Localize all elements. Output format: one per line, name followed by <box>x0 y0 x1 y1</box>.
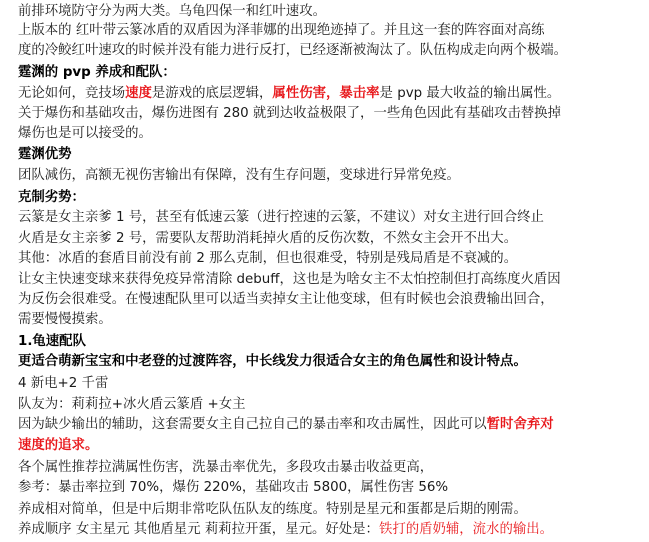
body-text: 养成相对简单，但是中后期非常吃队伍队友的练度。特别是星元和蛋都是后期的刚需。 <box>18 502 527 517</box>
body-text: 度的冷鲛红叶速攻的时候并没有能力进行反打，已经逐渐被淘汰了。队伍构成走向两个极端。 <box>18 43 568 58</box>
body-text: 前排环境防守分为两大类。乌龟四保一和红叶速攻。 <box>18 4 326 19</box>
body-text: 需要慢慢摸索。 <box>18 312 112 327</box>
body-text: 是 pvp 最大收益的输出属性。 <box>379 86 561 101</box>
body-text: 养成顺序 女主星元 其他盾星元 莉莉拉开蛋，星元。好处是： <box>18 522 379 537</box>
highlight-text: 暂时舍弃对 <box>486 417 554 432</box>
text-line <box>18 21 545 41</box>
text-line <box>18 332 86 352</box>
body-text: 队友为：莉莉拉+冰火盾云篆盾 +女主 <box>18 397 246 412</box>
text-line <box>18 436 98 456</box>
text-line <box>18 520 553 540</box>
body-text: 爆伤也是可以接受的。 <box>18 126 152 141</box>
body-text: 上版本的 红叶带云篆冰盾的双盾因为泽菲娜的出现绝迹掉了。并且这一套的阵容面对高练 <box>18 23 545 38</box>
section-heading: 霆渊的 pvp 养成和配队： <box>18 65 176 80</box>
body-text: 因为缺少输出的辅助，这套需要女主自己拉自己的暴击率和攻击属性，因此可以 <box>18 417 487 432</box>
body-text: 各个属性推荐拉满属性伤害，洗暴击率优先，多段攻击暴击收益更高， <box>18 460 434 475</box>
text-line <box>18 41 567 61</box>
text-line <box>18 458 433 478</box>
text-line <box>18 290 554 310</box>
body-text: 为反伤会很难受。在慢速配队里可以适当卖掉女主让他变球，但有时候也会浪费输出回合， <box>18 292 554 307</box>
text-line <box>18 415 554 435</box>
text-line <box>18 63 176 83</box>
text-line <box>18 478 448 498</box>
text-line <box>18 2 326 22</box>
text-line <box>18 84 560 104</box>
highlight-text: 铁打的盾奶辅，流水的输出。 <box>378 522 554 537</box>
body-text: 无论如何，竞技场 <box>18 86 126 101</box>
body-text: 让女主快速变球来获得免疫异常清除 debuff，这也是为啥女主不太怕控制但打高练度火盾因 <box>18 272 561 287</box>
text-line <box>18 352 527 372</box>
text-line <box>18 229 517 249</box>
text-line <box>18 500 527 520</box>
body-text: 团队减伤，高额无视伤害输出有保障，没有生存问题，变球进行异常免疫。 <box>18 168 460 183</box>
body-text: 其他：冰盾的套盾目前没有前 2 那么克制，但也很难受，特别是残局盾是不衰减的。 <box>18 251 518 266</box>
text-line <box>18 270 561 290</box>
body-text: 关于爆伤和基础攻击，爆伤进图有 280 就到达收益极限了，一些角色因此有基础攻击替换掉 <box>18 106 561 121</box>
text-line <box>18 208 544 228</box>
text-line <box>18 395 246 415</box>
highlight-text: 速度 <box>125 86 152 101</box>
section-heading: 霆渊优势 <box>18 147 72 162</box>
section-heading: 1.龟速配队 <box>18 334 86 349</box>
body-text: 4 新电+2 千雷 <box>18 376 109 391</box>
text-line <box>18 249 517 269</box>
text-line <box>18 145 72 165</box>
section-heading: 克制劣势： <box>18 190 85 205</box>
highlight-text: 速度的追求。 <box>18 438 99 453</box>
text-line <box>18 124 152 144</box>
body-text: 火盾是女主亲爹 2 号，需要队友帮助消耗掉火盾的反伤次数，不然女主会开不出大。 <box>18 231 518 246</box>
body-text: 参考：暴击率拉到 70%，爆伤 220%，基础攻击 5800，属性伤害 56% <box>18 480 449 495</box>
text-line <box>18 104 561 124</box>
text-line <box>18 188 85 208</box>
body-text: 是游戏的底层逻辑， <box>151 86 273 101</box>
text-line <box>18 166 460 186</box>
section-heading: 更适合萌新宝宝和中老登的过渡阵容，中长线发力很适合女主的角色属性和设计特点。 <box>18 354 527 369</box>
highlight-text: 属性伤害，暴击率 <box>272 86 380 101</box>
body-text: 云篆是女主亲爹 1 号，甚至有低速云篆（进行控速的云篆，不建议）对女主进行回合终止 <box>18 210 544 225</box>
text-line <box>18 310 112 330</box>
text-line <box>18 374 108 394</box>
